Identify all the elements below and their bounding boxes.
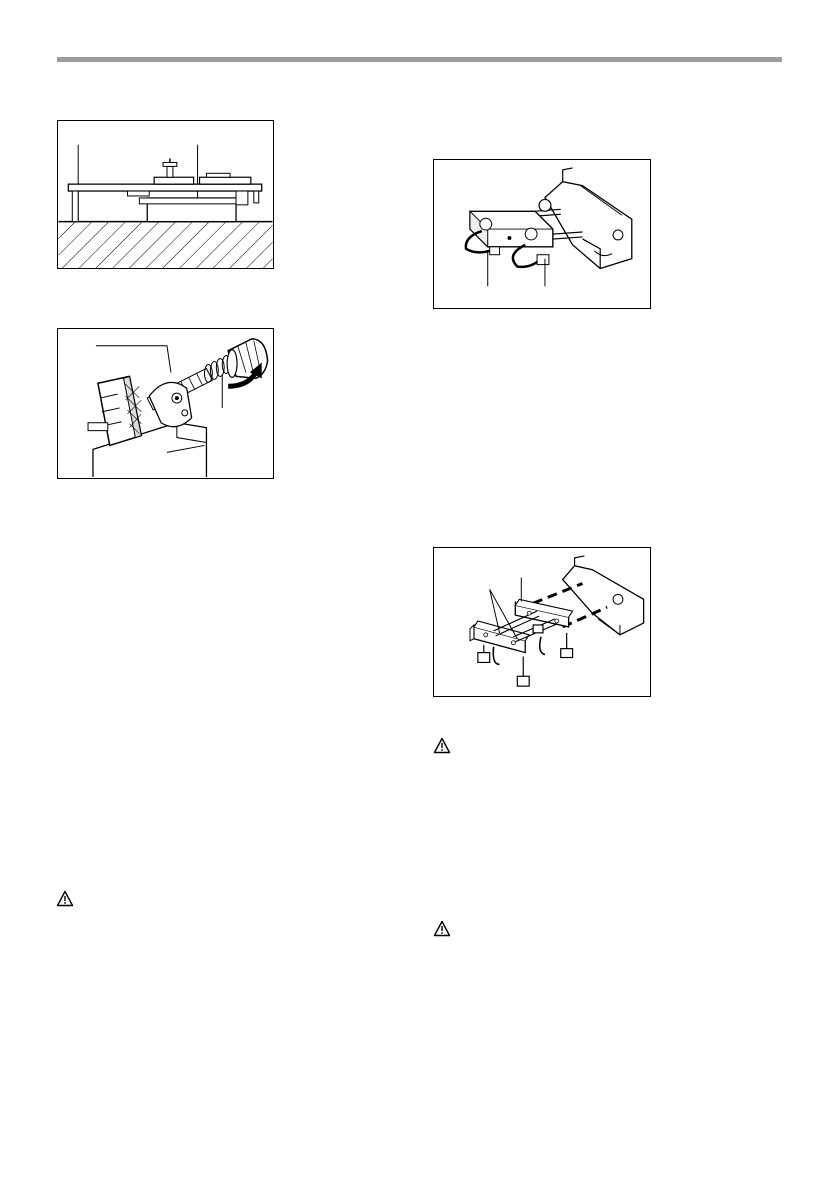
figure-vise-mounted — [433, 159, 651, 309]
figure-workbench-vise — [57, 120, 274, 269]
workbench-vise-drawing — [58, 121, 273, 268]
header-rule — [57, 57, 782, 62]
vise-mounted-drawing — [434, 160, 650, 308]
warning-icon — [56, 890, 74, 907]
figure-vise-knob — [57, 328, 274, 479]
warning-icon — [433, 737, 451, 754]
vise-exploded-drawing — [434, 548, 650, 696]
figure-vise-exploded — [433, 547, 651, 697]
warning-icon — [433, 920, 451, 937]
vise-knob-drawing — [58, 329, 273, 478]
